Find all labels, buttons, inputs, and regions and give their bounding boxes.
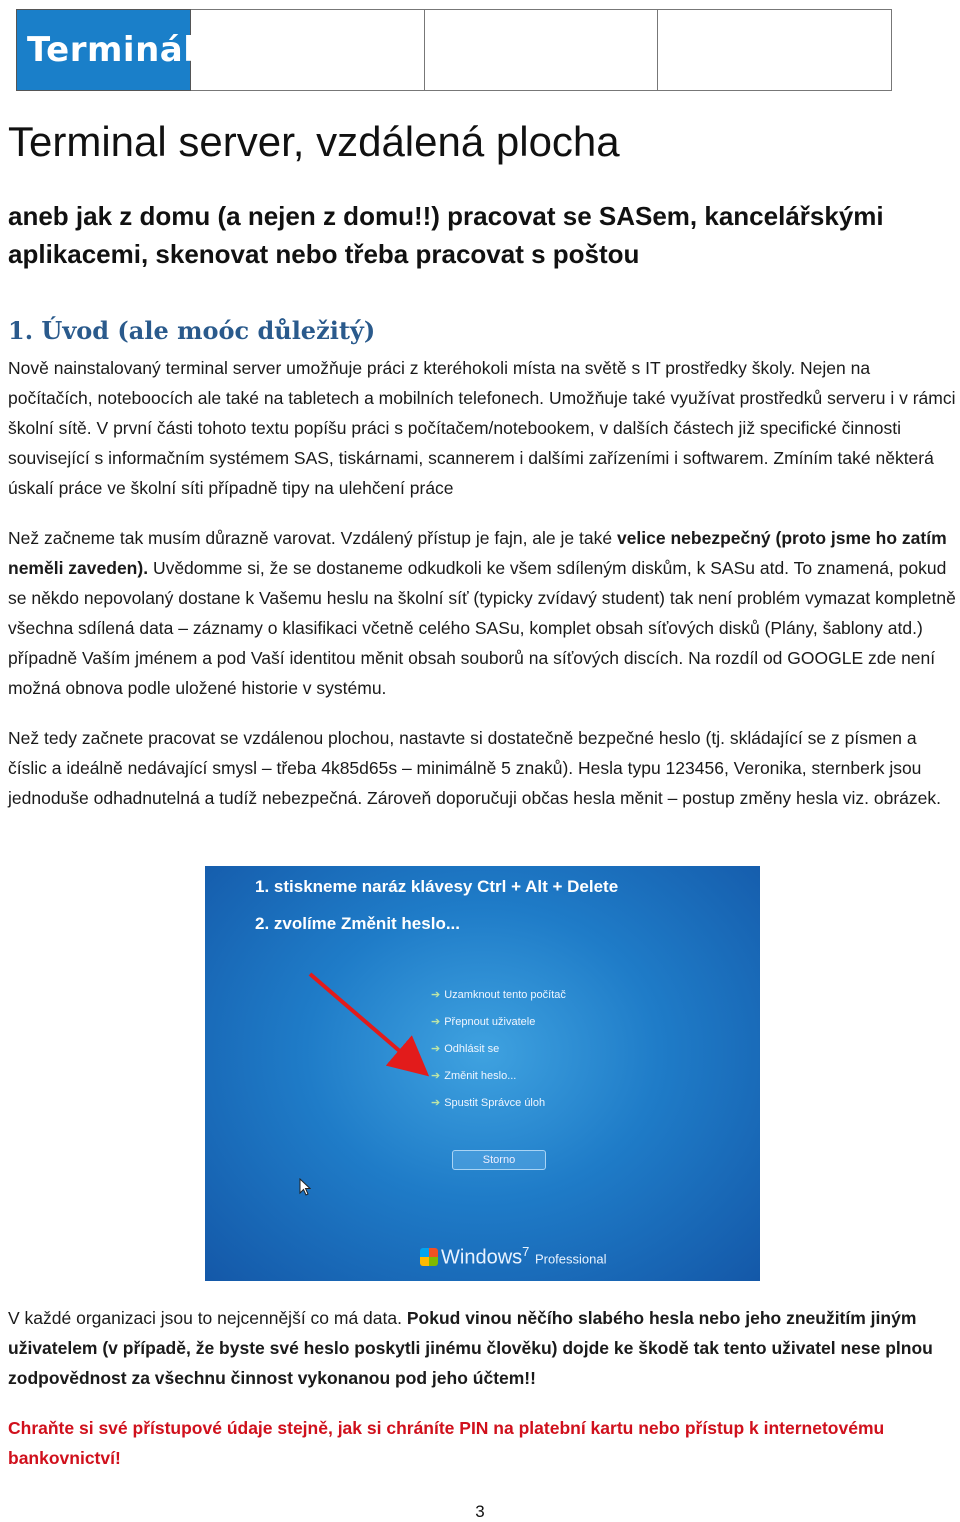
menu-item-task-manager[interactable]: [431, 1096, 545, 1109]
menu-item-label: Odhlásit se: [444, 1042, 500, 1055]
paragraph-warning: [8, 523, 958, 703]
menu-item-label: Uzamknout tento počítač: [444, 988, 566, 1001]
paragraph-responsibility: [8, 1303, 958, 1393]
paragraph-bold: velice nebezpečný (proto jsme ho zatím neměli zaveden).: [8, 528, 947, 578]
warning-text: Chraňte si své přístupové údaje stejně, jak si chráníte PIN na platební kartu nebo přístup k internetovému bankovnictví!: [8, 1418, 885, 1468]
header-cell: [191, 9, 425, 91]
brand-name: Windows: [441, 1246, 523, 1269]
section-heading: 1. Úvod (ale moóc důležitý): [8, 316, 376, 345]
menu-item-label: Změnit heslo...: [444, 1069, 517, 1082]
header-table: [16, 9, 892, 91]
menu-arrow-icon: ➔: [431, 1097, 441, 1109]
screenshot-image: [205, 866, 760, 1281]
instruction-step-1: 1. stiskneme naráz klávesy Ctrl + Alt + Delete: [255, 877, 619, 896]
paragraph-text: Umožňuje také využívat prostředků serveru i v rámci školní sítě.: [8, 388, 956, 438]
menu-arrow-icon: ➔: [431, 989, 441, 1001]
header-cell: [658, 9, 892, 91]
paragraph-text: Na rozdíl od GOOGLE zde není možná obnova podle uložené historie v systému.: [8, 648, 936, 698]
paragraph-text: V každé organizaci jsou to nejcennější co má data.: [8, 1308, 402, 1328]
paragraph-text: Nově nainstalovaný terminal server umožňuje práci z kteréhokoli místa na světě s IT prostředky školy. Nejen na počítačích, noteboocích ale také na tabletech a mobilních telefonech.: [8, 358, 871, 408]
document-title: Terminal server, vzdálená plocha: [8, 118, 620, 165]
logo: [16, 9, 196, 91]
cancel-button[interactable]: Storno: [452, 1150, 546, 1170]
menu-arrow-icon: ➔: [431, 1016, 441, 1028]
windows-logo-icon: [420, 1248, 438, 1266]
logo-text: Terminál: [27, 30, 196, 70]
paragraph-intro: [8, 353, 958, 503]
page-number: 3: [475, 1502, 485, 1521]
menu-arrow-icon: ➔: [431, 1070, 441, 1082]
menu-arrow-icon: ➔: [431, 1043, 441, 1055]
brand-edition: Professional: [534, 1251, 607, 1267]
windows-brand: [420, 1244, 606, 1270]
menu-item-lock[interactable]: [431, 988, 566, 1001]
mouse-cursor-icon: [299, 1178, 311, 1196]
paragraph-text: Než začneme tak musím důrazně varovat.: [8, 528, 336, 548]
menu-item-label: Přepnout uživatele: [444, 1015, 536, 1028]
menu-item-label: Spustit Správce úloh: [444, 1096, 546, 1109]
document-subtitle: aneb jak z domu (a nejen z domu!!) pracovat se SASem, kancelářskými aplikacemi, skenovat nebo třeba pracovat s poštou: [8, 201, 884, 269]
paragraph-text: Vzdálený přístup je fajn, ale je také: [340, 528, 613, 548]
header-cell: [425, 9, 659, 91]
menu-item-switch-user[interactable]: [431, 1015, 535, 1028]
paragraph-password: Než tedy začnete pracovat se vzdálenou plochou, nastavte si dostatečně bezpečné heslo (tj. skládající se z písmen a číslic a ideálně nedávající smysl – třeba 4k85d65s – minimálně 5 znaků). Hesla typu 123456, Veronika, sternberk jsou jednoduše odhadnutelná a tudíž nebezpečná. Zároveň doporučuji občas hesla měnit – postup změny hesla viz. obrázek.: [8, 728, 941, 808]
paragraph-text: Uvědomme si, že se dostaneme odkudkoli ke všem sdíleným diskům, k SASu atd. To znamená, pokud se někdo nepovolaný dostane k Vašemu heslu na školní síť (typicky zvídavý student) tak není problém vymazat kompletně všechna sdílená data – záznamy o klasifikaci včetně celého SASu, komplet obsah síťových disků (Plány, šablony atd.) případně Vaším jménem a pod Vaší identitou měnit obsah souborů na síťových discích.: [8, 558, 956, 668]
paragraph-text: Zmíním také některá úskalí práce ve školní síti případně tipy na ulehčení práce: [8, 448, 934, 498]
menu-item-logoff[interactable]: [431, 1042, 499, 1055]
paragraph-text: V první části tohoto textu popíšu práci s počítačem/notebookem, v dalších částech již specifické činnosti související s informačním systémem SAS, tiskárnami, scannerem i dalšími zařízeními i softwarem.: [8, 418, 901, 468]
paragraph-bold: Pokud vinou něčího slabého hesla nebo jeho zneužitím jiným uživatelem (v případě, že byste své heslo poskytli jinému člověku) dojde ke škodě tak tento uživatel nese plnou zodpovědnost za všechnu činnost vykonanou pod jeho účtem!!: [8, 1308, 933, 1388]
brand-version: 7: [522, 1244, 530, 1259]
menu-item-change-password[interactable]: [431, 1069, 516, 1082]
instruction-step-2: 2. zvolíme Změnit heslo...: [255, 914, 460, 933]
